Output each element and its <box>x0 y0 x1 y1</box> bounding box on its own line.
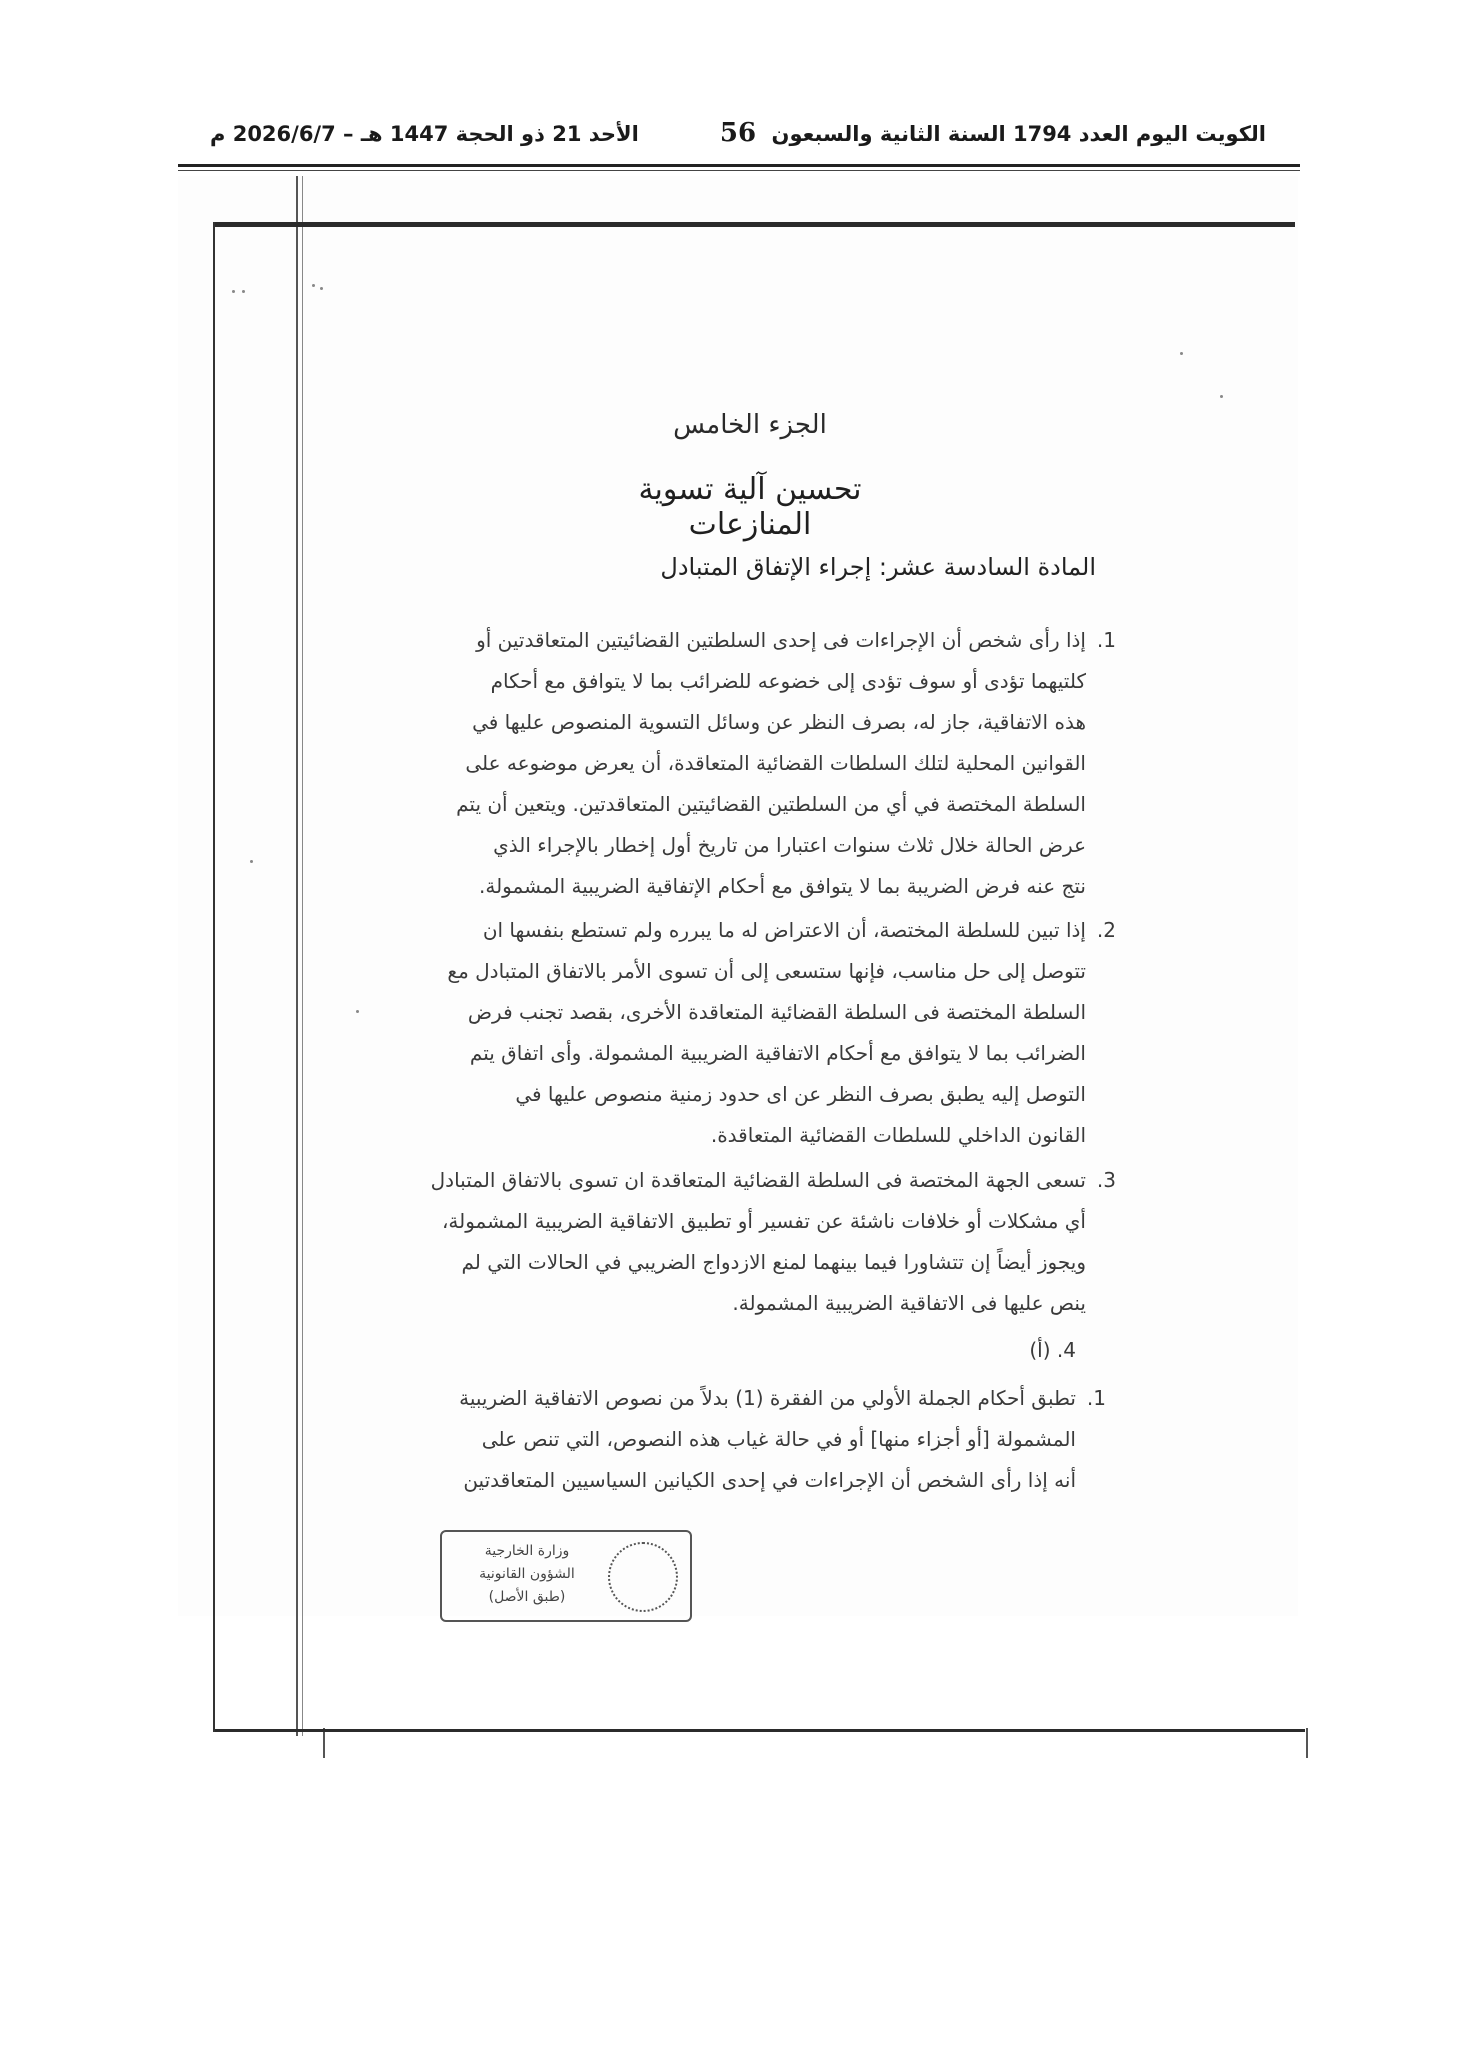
subparagraph-label-text: 4. (أ) <box>1029 1338 1076 1362</box>
scan-margin-line <box>296 176 298 1736</box>
paragraph-number: 3. <box>1096 1168 1116 1192</box>
paragraph-line: أي مشكلات أو خلافات ناشئة عن تفسير أو تطبيق الاتفاقية الضريبية المشمولة، <box>441 1209 1086 1233</box>
part-subtitle: تحسين آلية تسوية المنازعات <box>638 472 862 542</box>
scan-margin-tick-right <box>1306 1728 1308 1758</box>
paragraph-line: أنه إذا رأى الشخص أن الإجراءات في إحدى الكيانين السياسيين المتعاقدتين <box>463 1468 1076 1492</box>
paragraph-line: إذا تبين للسلطة المختصة، أن الاعتراض له ما يبرره ولم تستطع بنفسها ان <box>482 918 1086 942</box>
part-title: الجزء الخامس <box>673 410 827 440</box>
scan-speck <box>320 287 323 290</box>
scan-speck <box>1220 395 1223 398</box>
paragraph-line: هذه الاتفاقية، جاز له، بصرف النظر عن وسائل التسوية المنصوص عليها في <box>472 710 1086 734</box>
paragraph-number: 1. <box>1086 1386 1106 1410</box>
scan-frame-bottom <box>215 1729 1305 1732</box>
header-publication: الكويت اليوم العدد 1794 السنة الثانية والسبعون <box>771 122 1266 146</box>
paragraph-line: ويجوز أيضاً إن تتشاورا فيما بينهما لمنع الازدواج الضريبي في الحالات التي لم <box>461 1250 1086 1274</box>
scan-speck <box>312 284 315 287</box>
header-date: الأحد 21 ذو الحجة 1447 هـ – 2026/6/7 م <box>210 122 639 146</box>
paragraph-line: إذا رأى شخص أن الإجراءات فى إحدى السلطتين القضائيتين المتعاقدتين أو <box>476 628 1086 652</box>
paragraph-line: تسعى الجهة المختصة فى السلطة القضائية المتعاقدة ان تسوى بالاتفاق المتبادل <box>430 1168 1086 1192</box>
scan-frame-top <box>215 222 1295 227</box>
paragraph-line: السلطة المختصة في أي من السلطتين القضائيتين المتعاقدتين. ويتعين أن يتم <box>456 792 1086 816</box>
paragraph-1 <box>366 620 1116 907</box>
paragraph-line: السلطة المختصة فى السلطة القضائية المتعاقدة الأخرى، بقصد تجنب فرض <box>467 1000 1086 1024</box>
ministry-stamp <box>440 1530 692 1622</box>
page-header <box>210 118 1266 158</box>
stamp-line: الشؤون القانونية <box>479 1566 575 1582</box>
scan-speck <box>242 290 245 293</box>
paragraph-line: التوصل إليه يطبق بصرف النظر عن اى حدود زمنية منصوص عليها في <box>515 1082 1086 1106</box>
subparagraph-1 <box>386 1378 1106 1501</box>
paragraph-line: نتج عنه فرض الضريبة بما لا يتوافق مع أحكام الإتفاقية الضريبية المشمولة. <box>479 874 1086 898</box>
paragraph-line: المشمولة [أو أجزاء منها] أو في حالة غياب هذه النصوص، التي تنص على <box>481 1427 1076 1451</box>
paragraph-line: عرض الحالة خلال ثلاث سنوات اعتبارا من تاريخ أول إخطار بالإجراء الذي <box>493 833 1086 857</box>
paragraph-line: كلتيهما تؤدى أو سوف تؤدى إلى خضوعه للضرائب بما لا يتوافق مع أحكام <box>490 669 1086 693</box>
scan-margin-line-thin <box>302 176 303 1736</box>
paragraph-line: القانون الداخلي للسلطات القضائية المتعاقدة. <box>710 1123 1086 1147</box>
paragraph-number: 2. <box>1096 918 1116 942</box>
scan-speck <box>232 290 235 293</box>
paragraph-line: ينص عليها فى الاتفاقية الضريبية المشمولة. <box>732 1291 1086 1315</box>
article-title: المادة السادسة عشر: إجراء الإتفاق المتبادل <box>660 553 1096 581</box>
paragraph-line: تطبق أحكام الجملة الأولي من الفقرة (1) بدلاً من نصوص الاتفاقية الضريبية <box>459 1386 1076 1410</box>
paragraph-line: الضرائب بما لا يتوافق مع أحكام الاتفاقية الضريبية المشمولة. وأى اتفاق يتم <box>469 1041 1086 1065</box>
paragraph-2 <box>366 910 1116 1156</box>
paragraph-line: تتوصل إلى حل مناسب، فإنها ستسعى إلى أن تسوى الأمر بالاتفاق المتبادل مع <box>447 959 1086 983</box>
scan-margin-tick <box>323 1728 325 1758</box>
header-rule-thin <box>178 170 1300 171</box>
seal-icon <box>608 1542 678 1612</box>
paragraph-3 <box>366 1160 1116 1324</box>
stamp-text <box>452 1540 602 1609</box>
subparagraph-label <box>876 1330 1076 1371</box>
page-number: 56 <box>719 118 757 148</box>
paragraph-number: 1. <box>1096 628 1116 652</box>
scan-speck <box>250 860 253 863</box>
stamp-line: وزارة الخارجية <box>484 1543 570 1559</box>
header-rule <box>178 164 1300 167</box>
paragraph-line: القوانين المحلية لتلك السلطات القضائية المتعاقدة، أن يعرض موضوعه على <box>465 751 1086 775</box>
scan-speck <box>356 1010 359 1013</box>
scan-frame-left <box>213 222 215 1732</box>
stamp-line: (طبق الأصل) <box>488 1589 566 1605</box>
scan-speck <box>1180 352 1183 355</box>
